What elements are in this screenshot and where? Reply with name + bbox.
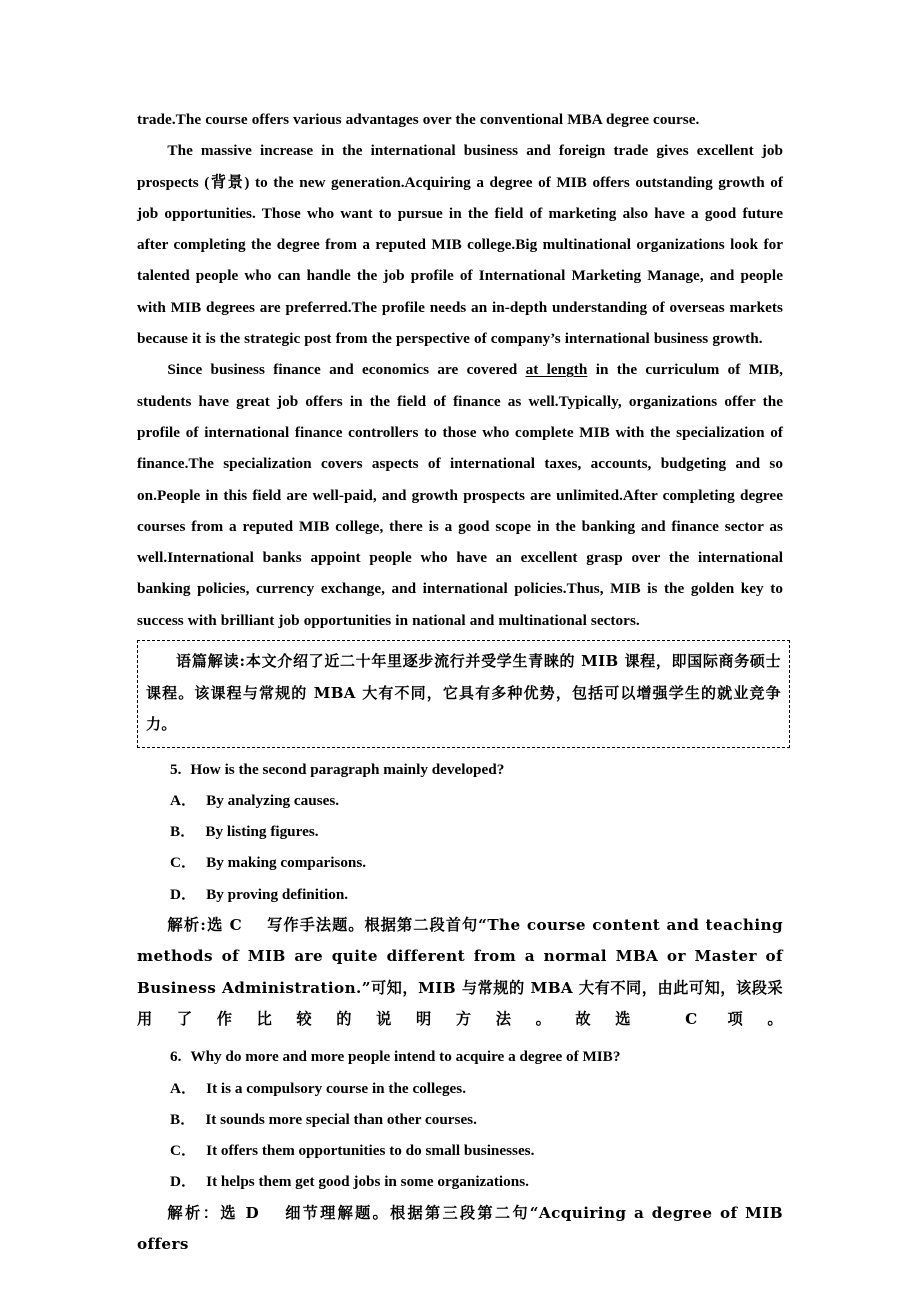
question-5-explanation [137, 910, 783, 1035]
option-text: It offers them opportunities to do small businesses. [206, 1142, 535, 1160]
passage-p3-part-b: in the curriculum of MIB, students have great job offers in the field of finance as well.Typically, organizations offer the profile of international finance controllers to those who complete MIB with the specialization of finance.The specialization covers aspects of international taxes, accounts, budgeting and so on.People in this field are well-paid, and growth prospects are unlimited.After completing degree courses from a reputed MIB college, there is a good scope in the banking and finance sector as well.International banks appoint people who have an excellent grasp over the international banking policies, currency exchange, and international policies.Thus, MIB is the golden key to success with brilliant job opportunities in national and multinational sectors. [137, 361, 783, 629]
question-6-explanation [137, 1198, 783, 1261]
option-label: A． [170, 1079, 197, 1097]
option-label: D． [170, 885, 197, 903]
worksheet-page [137, 104, 783, 1260]
option-text: By listing figures. [205, 823, 319, 841]
option-label: B． [170, 823, 196, 841]
question-block-5 [137, 754, 783, 1036]
question-5-option-b[interactable] [137, 816, 783, 847]
explanation-type: 写作手法题。 [266, 916, 365, 935]
question-5-stem [137, 754, 783, 785]
explanation-answer: 选 D [220, 1203, 260, 1222]
option-label: A． [170, 791, 197, 809]
option-text: By making comparisons. [206, 854, 367, 872]
explanation-label: 解析: [167, 916, 207, 935]
explanation-type: 细节理解题。 [283, 1203, 391, 1222]
passage-paragraph-2: The massive increase in the international business and foreign trade gives excellent job prospects (背景) to the new generation.Acquiring a degree of MIB offers outstanding growth of job opportunities. Those who want to pursue in the field of marketing also have a good future after completing the degree from a reputed MIB college.Big multinational organizations look for talented people who can handle the job profile of International Marketing Manage, and people with MIB degrees are preferred.The profile needs an in-depth understanding of overseas markets because it is the strategic post from the perspective of company’s international business growth. [137, 142, 783, 348]
analysis-dashed-box [137, 640, 790, 748]
underlined-phrase-at-length: at length [525, 361, 588, 379]
question-6-option-a[interactable] [137, 1073, 783, 1104]
question-6-option-d[interactable] [137, 1166, 783, 1197]
passage-paragraph-1: trade.The course offers various advantages over the conventional MBA degree course. [137, 111, 700, 128]
question-5-option-a[interactable] [137, 785, 783, 816]
option-label: D． [170, 1173, 197, 1191]
analysis-paragraph [146, 646, 781, 741]
question-5-number: 5. [170, 760, 182, 778]
question-6-option-b[interactable] [137, 1104, 783, 1135]
option-text: By analyzing causes. [206, 791, 340, 809]
question-6-text: Why do more and more people intend to acquire a degree of MIB? [190, 1048, 621, 1066]
question-5-option-c[interactable] [137, 847, 783, 878]
explanation-answer: 选 C [206, 916, 243, 935]
option-label: C． [170, 1142, 197, 1160]
question-6-option-c[interactable] [137, 1135, 783, 1166]
option-text: By proving definition. [206, 885, 349, 903]
option-text: It sounds more special than other courses. [205, 1110, 477, 1128]
option-label: C． [170, 854, 197, 872]
passage-paragraph-3 [137, 354, 783, 636]
question-6-number: 6. [170, 1048, 182, 1066]
question-block-6 [137, 1041, 783, 1260]
explanation-body: 根据第三段第二句“Acquiring a degree of MIB offers [137, 1203, 783, 1253]
analysis-text: 本文介绍了近二十年里逐步流行并受学生青睐的 MIB 课程，即国际商务硕士课程。该课程与常规的 MBA 大有不同，它具有多种优势，包括可以增强学生的就业竞争力。 [146, 652, 781, 734]
option-label: B． [170, 1110, 196, 1128]
option-text: It helps them get good jobs in some organizations. [206, 1173, 529, 1191]
question-5-text: How is the second paragraph mainly developed? [190, 760, 505, 778]
question-6-stem [137, 1041, 783, 1072]
option-text: It is a compulsory course in the colleges. [206, 1079, 467, 1097]
explanation-body: 根据第二段首句“The course content and teaching methods of MIB are quite different from a normal MBA or Master of Business Administration.”可知，MIB 与常规的 MBA 大有不同，由此可知，该段采用了作比较的说明方法。故选 C 项。 [137, 916, 783, 1028]
explanation-label: 解析： [167, 1203, 221, 1222]
passage-p3-part-a: Since business finance and economics are covered [167, 361, 526, 379]
analysis-label: 语篇解读: [176, 652, 246, 671]
question-5-option-d[interactable] [137, 879, 783, 910]
